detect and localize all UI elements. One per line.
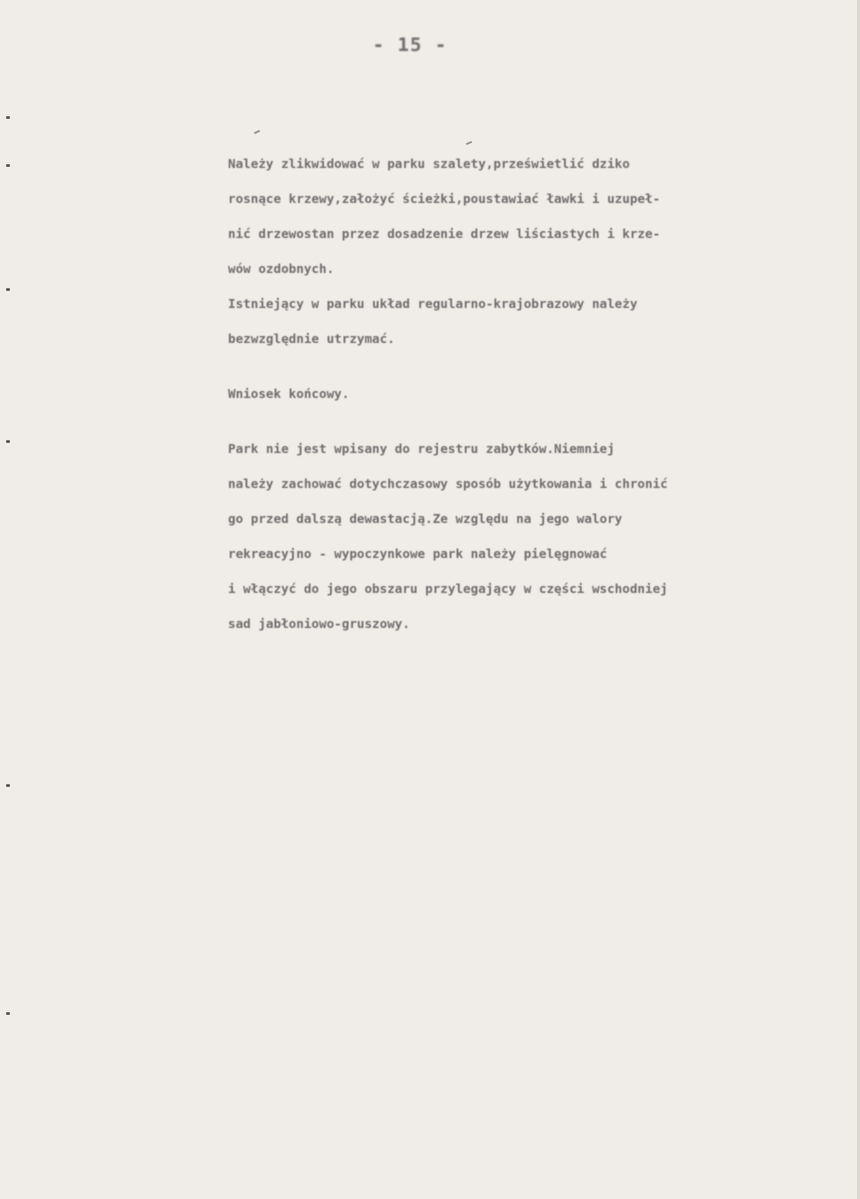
document-body [228, 146, 848, 641]
text-line: Istniejący w parku układ regularno-krajobrazowy należy [228, 296, 638, 311]
text-line: Należy zlikwidować w parku szalety,prześwietlić dziko [228, 156, 630, 171]
text-line: nić drzewostan przez dosadzenie drzew liściastych i krze- [228, 226, 661, 241]
text-line: i włączyć do jego obszaru przylegający w części wschodniej [228, 581, 668, 596]
text-line: go przed dalszą dewastacją.Ze względu na jego walory [228, 511, 623, 526]
text-line: bezwzględnie utrzymać. [228, 331, 395, 346]
text-line: należy zachować dotychczasowy sposób użytkowania i chronić [228, 476, 668, 491]
margin-mark [6, 440, 10, 443]
stray-mark [254, 130, 260, 134]
paragraph-conclusion [228, 431, 848, 641]
section-heading: Wniosek końcowy. [228, 386, 350, 401]
paragraph-recommendations [228, 146, 848, 356]
text-line: wów ozdobnych. [228, 261, 335, 276]
page-number: - 15 - [372, 34, 448, 56]
margin-mark [6, 164, 10, 167]
stray-mark [466, 141, 472, 145]
margin-mark [6, 1012, 10, 1015]
margin-mark [6, 288, 10, 291]
text-line: Park nie jest wpisany do rejestru zabytków.Niemniej [228, 441, 615, 456]
text-line: rosnące krzewy,założyć ścieżki,poustawiać ławki i uzupeł- [228, 191, 661, 206]
margin-mark [6, 784, 10, 787]
text-line: sad jabłoniowo-gruszowy. [228, 616, 410, 631]
margin-mark [6, 116, 10, 119]
text-line: rekreacyjno - wypoczynkowe park należy pielęgnować [228, 546, 608, 561]
